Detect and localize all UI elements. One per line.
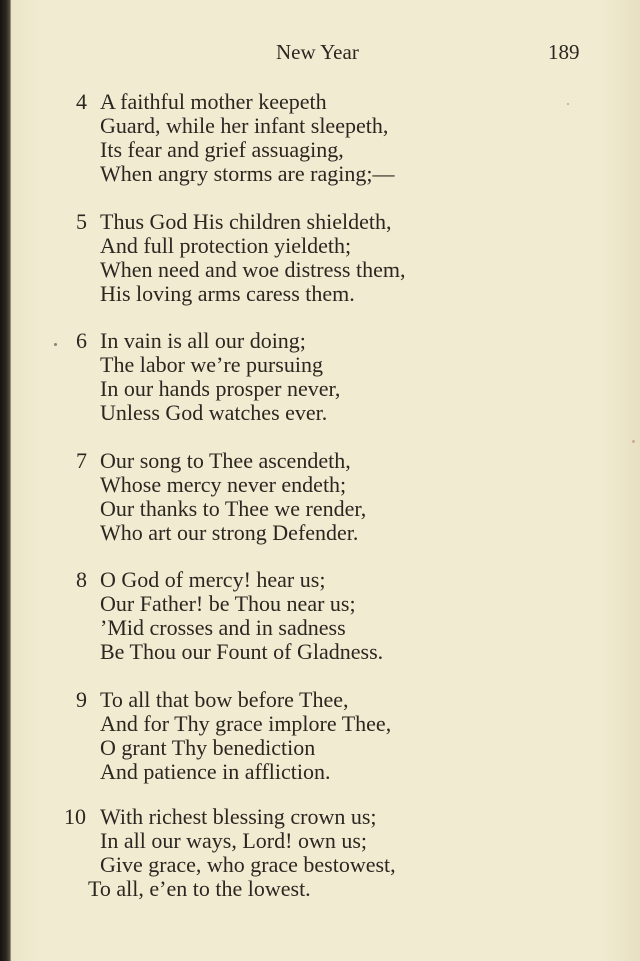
verse-line: Our thanks to Thee we render, (100, 496, 367, 521)
paper-speck (54, 343, 57, 346)
paper-speck (567, 103, 569, 105)
verse-line: O grant Thy benediction (100, 735, 316, 760)
verse-line: In all our ways, Lord! own us; (100, 828, 368, 853)
verse-line: Our Father! be Thou near us; (100, 591, 356, 616)
stanza-number: 6 (76, 328, 87, 353)
verse-line: The labor we’re pursuing (100, 352, 323, 377)
verse-line: In our hands prosper never, (100, 376, 341, 401)
page-number: 189 (548, 40, 580, 64)
stanza-number: 7 (76, 448, 87, 473)
verse-line: Give grace, who grace bestowest, (100, 852, 396, 877)
stanza-number: 5 (76, 209, 87, 234)
verse-line: Whose mercy never endeth; (100, 472, 347, 497)
verse-line: And full protection yieldeth; (100, 233, 352, 258)
verse-line: When angry storms are raging;— (100, 161, 395, 186)
verse-line: To all that bow before Thee, (100, 687, 349, 712)
verse-line: Its fear and grief assuaging, (100, 137, 344, 162)
verse-line: Thus God His children shieldeth, (100, 209, 392, 234)
verse-line: Guard, while her infant sleepeth, (100, 113, 389, 138)
verse-line: And for Thy grace implore Thee, (100, 711, 392, 736)
verse-line: And patience in affliction. (100, 759, 331, 784)
verse-line: O God of mercy! hear us; (100, 567, 326, 592)
verse-line: Who art our strong Defender. (100, 520, 359, 545)
stanza-number: 8 (76, 567, 87, 592)
page-title: New Year (276, 40, 359, 64)
verse-line: Be Thou our Fount of Gladness. (100, 639, 384, 664)
stanza-number: 9 (76, 687, 87, 712)
stanza-number: 4 (76, 89, 87, 114)
running-header (0, 40, 640, 68)
verse-line: With richest blessing crown us; (100, 804, 377, 829)
verse-line: Unless God watches ever. (100, 400, 328, 425)
stanza-number: 10 (64, 804, 86, 829)
verse-line: Our song to Thee ascendeth, (100, 448, 351, 473)
paper-speck (632, 440, 635, 443)
verse-line: To all, e’en to the lowest. (88, 876, 311, 901)
verse-line: ’Mid crosses and in sadness (100, 615, 346, 640)
verse-line: A faithful mother keepeth (100, 89, 327, 114)
verse-line: In vain is all our doing; (100, 328, 306, 353)
verse-line: His loving arms caress them. (100, 281, 355, 306)
verse-line: When need and woe distress them, (100, 257, 406, 282)
book-spine-shadow (0, 0, 11, 961)
